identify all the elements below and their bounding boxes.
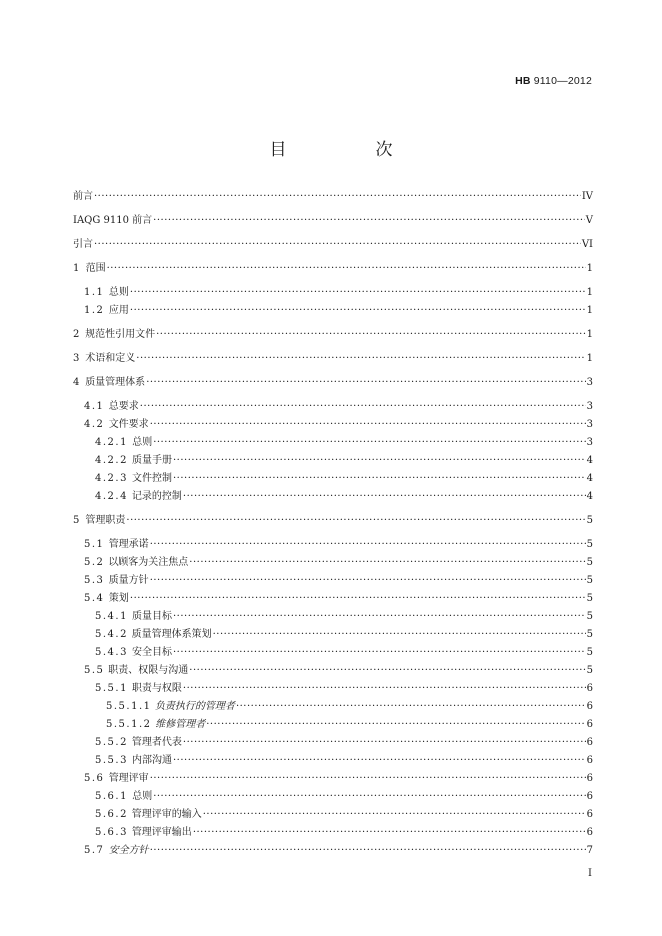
toc-entry-page: 5 — [586, 611, 593, 622]
toc-dot-leader — [173, 608, 586, 626]
toc-entry-number: 5.1 — [84, 539, 105, 550]
toc-entry-number: 5.4 — [84, 593, 105, 604]
toc-entry[interactable] — [95, 626, 593, 644]
toc-entry[interactable] — [73, 374, 593, 392]
toc-entry[interactable] — [95, 608, 593, 626]
toc-dot-leader — [140, 398, 586, 416]
toc-entry[interactable] — [84, 302, 593, 320]
toc-dot-leader — [183, 680, 586, 698]
toc-entry-label: 安全方针 — [108, 845, 149, 856]
toc-entry-number: 5.5.2 — [95, 737, 128, 748]
toc-entry-label: 术语和定义 — [85, 353, 136, 364]
toc-entry-page: 6 — [586, 773, 593, 784]
toc-entry-page: 6 — [586, 755, 593, 766]
toc-dot-leader — [150, 416, 586, 434]
toc-entry-number: 5.5.1.1 — [106, 701, 152, 712]
toc-entry-number: 1.1 — [84, 287, 105, 298]
toc-entry[interactable] — [84, 572, 593, 590]
toc-dot-leader — [189, 662, 585, 680]
toc-entry-number: 1 — [73, 263, 81, 274]
toc-entry[interactable] — [106, 716, 593, 734]
toc-entry-page: 5 — [586, 557, 593, 568]
document-code-number: 9110—2012 — [530, 75, 592, 87]
toc-entry-number: 5.4.1 — [95, 611, 128, 622]
toc-entry-page: V — [585, 215, 593, 226]
toc-dot-leader — [94, 188, 581, 206]
toc-entry-page: 3 — [586, 377, 593, 388]
toc-entry[interactable] — [95, 452, 593, 470]
toc-dot-leader — [183, 488, 586, 506]
toc-dot-leader — [146, 374, 585, 392]
toc-entry[interactable] — [73, 326, 593, 344]
document-code — [515, 75, 592, 87]
toc-entry-label: 引言 — [73, 239, 93, 250]
toc-dot-leader — [130, 284, 586, 302]
toc-entry-page: 5 — [586, 665, 593, 676]
toc-dot-leader — [213, 626, 586, 644]
toc-entry-page: 1 — [586, 287, 593, 298]
toc-entry-label: 前言 — [73, 191, 93, 202]
toc-dot-leader — [189, 554, 585, 572]
toc-entry-label: 职责与权限 — [131, 683, 182, 694]
toc-entry-label: 管理者代表 — [131, 737, 182, 748]
toc-dot-leader — [130, 590, 586, 608]
toc-entry-label: 管理评审的输入 — [131, 809, 202, 820]
toc-entry[interactable] — [73, 260, 593, 278]
toc-entry[interactable] — [73, 512, 593, 530]
toc-entry-page: 4 — [586, 491, 593, 502]
toc-entry[interactable] — [95, 644, 593, 662]
toc-entry-page: 1 — [586, 353, 593, 364]
toc-entry-page: 5 — [586, 647, 593, 658]
toc-dot-leader — [156, 326, 586, 344]
toc-entry-label: 维修管理者 — [155, 719, 206, 730]
toc-entry[interactable] — [73, 350, 593, 368]
page-number: I — [588, 868, 592, 879]
toc-entry[interactable] — [84, 416, 593, 434]
toc-entry-page: 6 — [586, 809, 593, 820]
toc-entry[interactable] — [95, 788, 593, 806]
toc-entry-number: 5.6.3 — [95, 827, 128, 838]
toc-dot-leader — [153, 434, 585, 452]
toc-entry-number: 5.6.2 — [95, 809, 128, 820]
toc-entry-number: 5.2 — [84, 557, 105, 568]
toc-entry-label: 文件控制 — [132, 473, 172, 484]
toc-entry[interactable] — [84, 554, 593, 572]
toc-entry[interactable] — [73, 212, 593, 230]
toc-entry-label: 质量手册 — [132, 455, 172, 466]
toc-dot-leader — [150, 572, 586, 590]
toc-entry-page: 7 — [586, 845, 593, 856]
toc-dot-leader — [153, 212, 585, 230]
toc-dot-leader — [173, 644, 586, 662]
toc-entry-label: 文件要求 — [108, 419, 149, 430]
toc-entry-label: 内部沟通 — [132, 755, 172, 766]
toc-entry-number: 5.5.3 — [95, 755, 128, 766]
toc-entry-label: 总则 — [132, 437, 153, 448]
toc-entry[interactable] — [95, 434, 593, 452]
toc-entry-page: 4 — [586, 455, 593, 466]
toc-title: 目 次 — [269, 140, 429, 160]
toc-entry-label: 策划 — [108, 593, 129, 604]
toc-entry-page: 6 — [586, 701, 593, 712]
toc-dot-leader — [203, 806, 586, 824]
toc-entry-number: 4.2.3 — [95, 473, 128, 484]
toc-dot-leader — [193, 824, 586, 842]
toc-entry-label: 安全目标 — [132, 647, 172, 658]
toc-entry[interactable] — [95, 470, 593, 488]
toc-entry-number: 4 — [73, 377, 81, 388]
toc-entry-label: 管理职责 — [85, 515, 126, 526]
toc-entry[interactable] — [73, 236, 593, 254]
toc-entry-page: 5 — [586, 593, 593, 604]
toc-dot-leader — [236, 698, 586, 716]
toc-dot-leader — [150, 536, 586, 554]
toc-dot-leader — [173, 752, 586, 770]
toc-entry-page: 3 — [586, 419, 593, 430]
toc-dot-leader — [153, 788, 585, 806]
toc-entry-number: 5.6.1 — [95, 791, 128, 802]
toc-entry[interactable] — [95, 806, 593, 824]
toc-entry-page: 5 — [586, 539, 593, 550]
toc-entry[interactable] — [95, 824, 593, 842]
document-code-prefix: HB — [515, 75, 531, 87]
toc-entry-number: 1.2 — [84, 305, 105, 316]
toc-entry-label: 规范性引用文件 — [85, 329, 156, 340]
toc-entry-page: 1 — [586, 329, 593, 340]
toc-entry-page: 5 — [586, 515, 593, 526]
toc-entry-number: 5.3 — [84, 575, 105, 586]
toc-dot-leader — [150, 770, 586, 788]
toc-entry-label: 范围 — [85, 263, 106, 274]
toc-entry-label: 质量管理体系策划 — [131, 629, 212, 640]
toc-entry[interactable] — [95, 734, 593, 752]
toc-entry-page: 4 — [586, 473, 593, 484]
toc-entry[interactable] — [84, 398, 593, 416]
toc-entry[interactable] — [84, 770, 593, 788]
toc-entry[interactable] — [95, 488, 593, 506]
toc-entry-page: 6 — [586, 683, 593, 694]
toc-entry-page: VI — [581, 239, 593, 250]
toc-dot-leader — [173, 470, 586, 488]
toc-entry[interactable] — [84, 842, 593, 860]
toc-entry-page: 1 — [586, 305, 593, 316]
toc-dot-leader — [94, 236, 581, 254]
toc-entry-label: 管理评审输出 — [131, 827, 192, 838]
toc-entry-number: 4.2 — [84, 419, 105, 430]
toc-entry-page: 3 — [586, 401, 593, 412]
toc-entry-label: 质量管理体系 — [85, 377, 146, 388]
toc-entry[interactable] — [95, 752, 593, 770]
toc-entry-page: 5 — [586, 575, 593, 586]
toc-entry-page: IV — [581, 191, 593, 202]
toc-entry[interactable] — [73, 188, 593, 206]
toc-entry-label: 管理评审 — [108, 773, 149, 784]
toc-dot-leader — [136, 350, 585, 368]
toc-entry-page: 6 — [586, 737, 593, 748]
toc-entry-label: 负责执行的管理者 — [154, 701, 235, 712]
toc-entry[interactable] — [84, 284, 593, 302]
toc-entry-number: 5.5 — [84, 665, 105, 676]
toc-entry-label: 质量方针 — [108, 575, 149, 586]
toc-entry[interactable] — [95, 680, 593, 698]
toc-entry-page: 5 — [586, 629, 593, 640]
toc-entry-number: 5.6 — [84, 773, 105, 784]
toc-entry-label: 以顾客为关注焦点 — [108, 557, 189, 568]
toc-entry-number: 4.2.4 — [95, 491, 128, 502]
toc-entry-page: 1 — [586, 263, 593, 274]
toc-entry-number: 5.7 — [84, 845, 105, 856]
toc-dot-leader — [206, 716, 585, 734]
toc-dot-leader — [130, 302, 586, 320]
toc-entry-number: 5 — [73, 515, 81, 526]
toc-dot-leader — [150, 842, 586, 860]
toc-dot-leader — [183, 734, 586, 752]
toc-entry-number: 3 — [73, 353, 81, 364]
toc-entry-label: 管理承诺 — [108, 539, 149, 550]
toc-entry[interactable] — [84, 662, 593, 680]
toc-entry-label: 记录的控制 — [131, 491, 182, 502]
toc-entry-number: 5.4.3 — [95, 647, 128, 658]
toc-entry-page: 6 — [586, 719, 593, 730]
toc-dot-leader — [173, 452, 586, 470]
toc-dot-leader — [126, 512, 585, 530]
toc-entry-label: 总则 — [132, 791, 153, 802]
toc-entry-label: 总要求 — [108, 401, 139, 412]
toc-entry-label: 质量目标 — [132, 611, 172, 622]
toc-entry[interactable] — [84, 590, 593, 608]
toc-entry[interactable] — [84, 536, 593, 554]
toc-dot-leader — [107, 260, 586, 278]
toc-entry-number: 5.5.1 — [95, 683, 128, 694]
toc-entry-label: 应用 — [108, 305, 129, 316]
toc-entry-label: 职责、权限与沟通 — [108, 665, 189, 676]
toc-entry-page: 6 — [586, 827, 593, 838]
toc-entry-number: 4.1 — [84, 401, 105, 412]
toc-entry-number: 4.2.2 — [95, 455, 128, 466]
toc-entry-page: 6 — [586, 791, 593, 802]
toc-entry-number: 4.2.1 — [95, 437, 128, 448]
toc-entry-number: 5.4.2 — [95, 629, 128, 640]
toc-entry-number: 5.5.1.2 — [106, 719, 152, 730]
toc-entry-label: 总则 — [108, 287, 129, 298]
toc-entry[interactable] — [106, 698, 593, 716]
toc-entry-number: 2 — [73, 329, 81, 340]
toc-entry-label: IAQG 9110 前言 — [73, 215, 153, 226]
toc-entry-page: 3 — [586, 437, 593, 448]
